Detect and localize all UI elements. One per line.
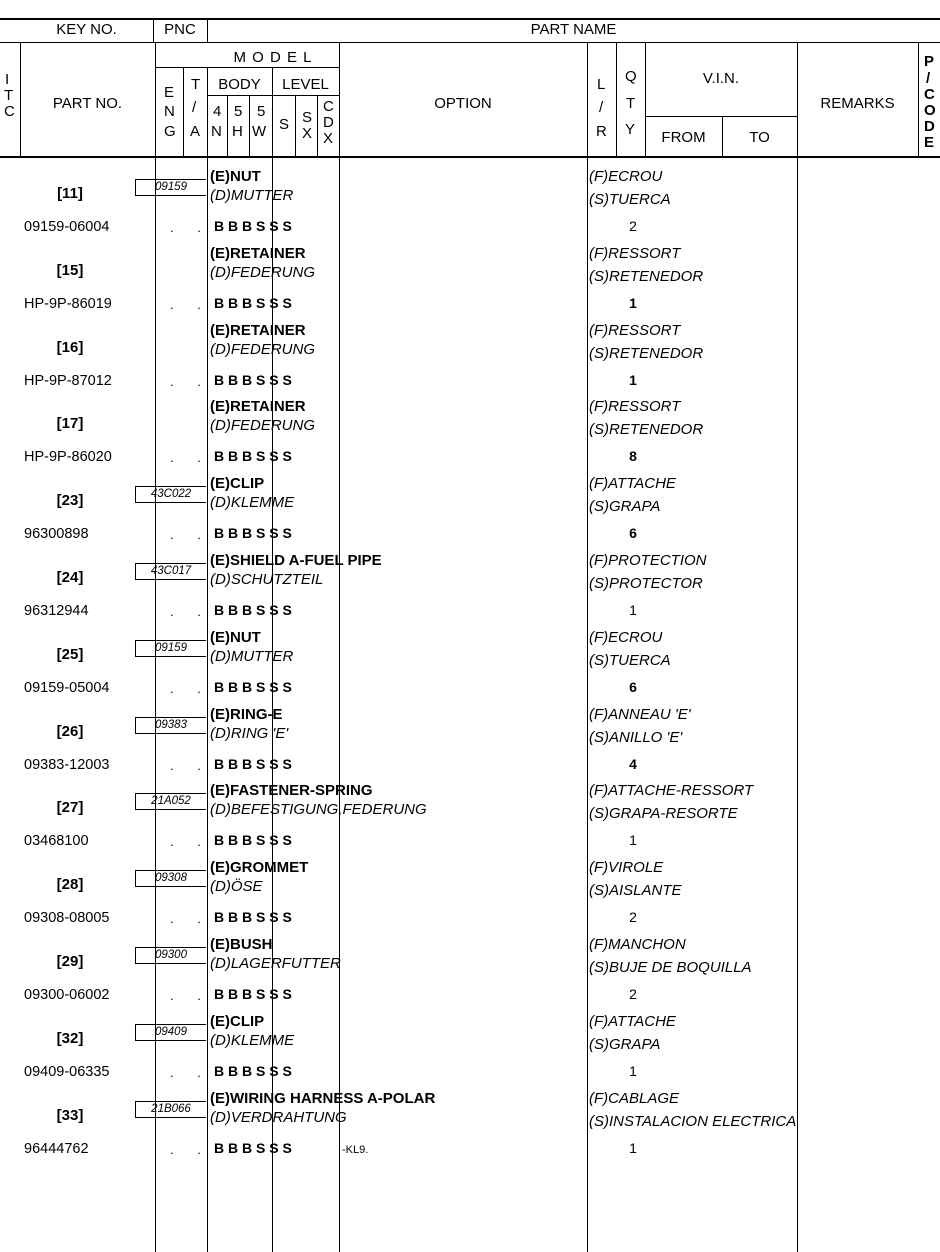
part-name-french: (F)ATTACHE — [589, 1013, 676, 1030]
eng-ta-dots: . . — [170, 1065, 211, 1080]
header-itc-1: I — [5, 71, 10, 88]
key-number: [32] — [56, 1030, 84, 1047]
part-name-french: (F)RESSORT — [589, 245, 681, 262]
quantity: 1 — [629, 602, 637, 618]
header-vin-from: FROM — [661, 129, 706, 146]
part-name-german: (D)RING 'E' — [210, 725, 289, 742]
header-model: M O D E L — [233, 49, 313, 66]
vline-eng — [183, 67, 184, 158]
part-number: 09159-06004 — [24, 219, 110, 235]
model-codes: B B B S S S — [214, 1063, 292, 1079]
pnc-box: 21A052 — [135, 793, 206, 810]
part-name-spanish: (S)INSTALACION ELECTRICA — [589, 1113, 797, 1130]
part-name-english: (E)BUSH — [210, 936, 273, 953]
part-entry — [0, 475, 940, 551]
part-name-german: (D)FEDERUNG — [210, 417, 315, 434]
key-number: [15] — [56, 262, 84, 279]
pnc-box: 09159 — [135, 640, 206, 657]
pnc-box: 43C017 — [135, 563, 206, 580]
key-number: [24] — [56, 569, 84, 586]
header-qty-3: Y — [625, 121, 636, 138]
header-lr-3: R — [596, 123, 607, 140]
pnc-box: 43C022 — [135, 486, 206, 503]
header-lr-2: / — [599, 99, 604, 116]
eng-ta-dots: . . — [170, 604, 211, 619]
pnc-box: 09409 — [135, 1024, 206, 1041]
key-number: [28] — [56, 876, 84, 893]
part-name-german: (D)BEFESTIGUNG,FEDERUNG — [210, 801, 427, 818]
header-vin: V.I.N. — [702, 70, 740, 87]
part-name-french: (F)ATTACHE — [589, 475, 676, 492]
eng-ta-dots: . . — [170, 681, 211, 696]
part-name-french: (F)VIROLE — [589, 859, 664, 876]
header-level-cdx-3: X — [323, 130, 334, 147]
part-name-german: (D)LAGERFUTTER — [210, 955, 341, 972]
vline-lr — [616, 42, 617, 158]
quantity: 6 — [629, 525, 637, 541]
header-pnc: PNC — [164, 21, 196, 38]
header-rule-1 — [0, 42, 940, 43]
part-name-spanish: (S)RETENEDOR — [589, 268, 704, 285]
model-codes: B B B S S S — [214, 218, 292, 234]
part-name-english: (E)RETAINER — [210, 245, 306, 262]
header-level-cdx-2: D — [323, 114, 334, 131]
key-number: [26] — [56, 723, 84, 740]
part-number: 09409-06335 — [24, 1064, 110, 1080]
quantity: 1 — [629, 295, 637, 311]
key-number: [16] — [56, 339, 84, 356]
part-name-french: (F)ANNEAU 'E' — [589, 706, 691, 723]
vin-rule — [645, 116, 797, 117]
header-itc-2: T — [4, 87, 14, 104]
header-eng-3: G — [164, 123, 176, 140]
pnc-box: 09308 — [135, 870, 206, 887]
model-codes: B B B S S S — [214, 909, 292, 925]
part-name-french: (F)ECROU — [589, 629, 663, 646]
model-codes: B B B S S S — [214, 525, 292, 541]
header-ta-3: A — [190, 123, 201, 140]
header-pcode-6: E — [924, 134, 935, 151]
quantity: 1 — [629, 372, 637, 388]
part-number: HP-9P-86019 — [24, 296, 112, 312]
part-name-spanish: (S)TUERCA — [589, 191, 671, 208]
part-entry — [0, 706, 940, 782]
part-entry — [0, 1013, 940, 1089]
part-name-german: (D)KLEMME — [210, 494, 295, 511]
header-pcode-2: / — [926, 70, 931, 87]
part-name-french: (F)ECROU — [589, 168, 663, 185]
header-option: OPTION — [434, 95, 492, 112]
part-name-german: (D)FEDERUNG — [210, 264, 315, 281]
header-part-name: PART NAME — [530, 21, 617, 38]
model-codes: B B B S S S — [214, 832, 292, 848]
header-rule-bottom — [0, 156, 940, 158]
part-name-french: (F)MANCHON — [589, 936, 686, 953]
header-body-n: N — [211, 123, 222, 140]
pnc-box: 09300 — [135, 947, 206, 964]
part-name-english: (E)RETAINER — [210, 398, 306, 415]
quantity: 1 — [629, 832, 637, 848]
option-text: -KL9. — [342, 1144, 369, 1156]
part-number: 96312944 — [24, 603, 89, 619]
header-pcode-3: C — [924, 86, 935, 103]
part-name-english: (E)GROMMET — [210, 859, 309, 876]
part-name-english: (E)FASTENER-SPRING — [210, 782, 373, 799]
quantity: 2 — [629, 909, 637, 925]
pnc-box: 21B066 — [135, 1101, 206, 1118]
header-eng-1: E — [164, 84, 175, 101]
vline-5h — [249, 95, 250, 158]
header-part-no: PART NO. — [52, 95, 123, 112]
key-number: [23] — [56, 492, 84, 509]
part-name-german: (D)VERDRAHTUNG — [210, 1109, 347, 1126]
header-itc-3: C — [4, 103, 15, 120]
header-level-sx-2: X — [302, 125, 313, 142]
part-number: 09300-06002 — [24, 987, 110, 1003]
key-number: [11] — [57, 185, 83, 202]
eng-ta-dots: . . — [170, 1142, 211, 1157]
part-entry — [0, 398, 940, 474]
model-codes: B B B S S S — [214, 756, 292, 772]
eng-ta-dots: . . — [170, 220, 211, 235]
header-ta-2: / — [192, 99, 197, 116]
header-body-h: H — [232, 123, 243, 140]
eng-ta-dots: . . — [170, 450, 211, 465]
quantity: 8 — [629, 448, 637, 464]
quantity: 2 — [629, 218, 637, 234]
part-number: 09308-08005 — [24, 910, 110, 926]
part-entry — [0, 782, 940, 858]
part-number: 96300898 — [24, 526, 89, 542]
part-name-spanish: (S)AISLANTE — [589, 882, 682, 899]
vline-pcode — [918, 42, 919, 158]
header-level: LEVEL — [282, 76, 329, 93]
part-name-spanish: (S)BUJE DE BOQUILLA — [589, 959, 752, 976]
part-name-french: (F)RESSORT — [589, 322, 681, 339]
part-name-french: (F)CABLAGE — [589, 1090, 680, 1107]
part-name-english: (E)SHIELD A-FUEL PIPE — [210, 552, 382, 569]
pnc-box: 09383 — [135, 717, 206, 734]
quantity: 4 — [629, 756, 637, 772]
part-name-spanish: (S)RETENEDOR — [589, 345, 704, 362]
quantity: 1 — [629, 1140, 637, 1156]
key-number: [33] — [56, 1107, 84, 1124]
part-name-german: (D)FEDERUNG — [210, 341, 315, 358]
header-level-cdx-1: C — [323, 98, 334, 115]
header-level-s: S — [279, 116, 290, 133]
quantity: 1 — [629, 1063, 637, 1079]
pnc-box: 09159 — [135, 179, 206, 196]
part-number: HP-9P-86020 — [24, 449, 112, 465]
header-level-sx-1: S — [302, 109, 313, 126]
model-codes: B B B S S S — [214, 372, 292, 388]
part-name-spanish: (S)TUERCA — [589, 652, 671, 669]
part-number: 09159-05004 — [24, 680, 110, 696]
model-codes: B B B S S S — [214, 1140, 292, 1156]
header-body-w: W — [252, 123, 267, 140]
model-codes: B B B S S S — [214, 986, 292, 1002]
key-number: [17] — [56, 415, 84, 432]
part-name-spanish: (S)ANILLO 'E' — [589, 729, 683, 746]
header-body-5h: 5 — [234, 103, 243, 120]
part-entry — [0, 552, 940, 628]
part-name-german: (D)ÖSE — [210, 878, 263, 895]
header-pcode-4: O — [924, 102, 936, 119]
part-number: 03468100 — [24, 833, 89, 849]
part-name-english: (E)CLIP — [210, 475, 265, 492]
vline-4n — [227, 95, 228, 158]
eng-ta-dots: . . — [170, 527, 211, 542]
part-name-spanish: (S)GRAPA — [589, 498, 661, 515]
part-name-english: (E)CLIP — [210, 1013, 265, 1030]
part-entry — [0, 859, 940, 935]
part-name-english: (E)NUT — [210, 629, 261, 646]
part-name-french: (F)ATTACHE-RESSORT — [589, 782, 754, 799]
part-name-french: (F)PROTECTION — [589, 552, 707, 569]
vline-s — [295, 95, 296, 158]
eng-ta-dots: . . — [170, 988, 211, 1003]
header-pcode-5: D — [924, 118, 935, 135]
header-qty-1: Q — [625, 68, 637, 85]
part-name-german: (D)KLEMME — [210, 1032, 295, 1049]
model-codes: B B B S S S — [214, 295, 292, 311]
quantity: 2 — [629, 986, 637, 1002]
quantity: 6 — [629, 679, 637, 695]
part-entry — [0, 322, 940, 398]
eng-ta-dots: . . — [170, 297, 211, 312]
part-name-english: (E)NUT — [210, 168, 261, 185]
header-vin-to: TO — [749, 129, 770, 146]
part-name-english: (E)RETAINER — [210, 322, 306, 339]
part-entry — [0, 245, 940, 321]
header-lr-1: L — [597, 76, 606, 93]
key-number: [29] — [56, 953, 84, 970]
header-body-5w: 5 — [257, 103, 266, 120]
part-number: 96444762 — [24, 1141, 89, 1157]
part-entry — [0, 629, 940, 705]
header-key-no: KEY NO. — [56, 21, 117, 38]
top-rule — [0, 18, 940, 20]
eng-ta-dots: . . — [170, 374, 211, 389]
header-eng-2: N — [164, 103, 175, 120]
part-name-english: (E)RING-E — [210, 706, 283, 723]
vline-sx — [317, 95, 318, 158]
eng-ta-dots: . . — [170, 834, 211, 849]
part-name-german: (D)MUTTER — [210, 648, 294, 665]
key-number: [27] — [56, 799, 84, 816]
part-number: 09383-12003 — [24, 757, 110, 773]
part-entry — [0, 168, 940, 244]
header-qty-2: T — [626, 95, 636, 112]
eng-ta-dots: . . — [170, 911, 211, 926]
model-codes: B B B S S S — [214, 679, 292, 695]
eng-ta-dots: . . — [170, 758, 211, 773]
part-name-english: (E)WIRING HARNESS A-POLAR — [210, 1090, 436, 1107]
header-remarks: REMARKS — [820, 95, 895, 112]
key-number: [25] — [56, 646, 84, 663]
part-name-spanish: (S)PROTECTOR — [589, 575, 703, 592]
part-name-french: (F)RESSORT — [589, 398, 681, 415]
header-ta-1: T — [191, 76, 201, 93]
header-body: BODY — [218, 76, 261, 93]
part-entry — [0, 1090, 940, 1166]
header-pcode-1: P — [924, 53, 935, 70]
model-codes: B B B S S S — [214, 602, 292, 618]
header-body-4: 4 — [213, 103, 222, 120]
part-number: HP-9P-87012 — [24, 373, 112, 389]
part-name-german: (D)SCHUTZTEIL — [210, 571, 324, 588]
model-codes: B B B S S S — [214, 448, 292, 464]
part-entry — [0, 936, 940, 1012]
part-name-german: (D)MUTTER — [210, 187, 294, 204]
part-name-spanish: (S)GRAPA — [589, 1036, 661, 1053]
part-name-spanish: (S)GRAPA-RESORTE — [589, 805, 738, 822]
part-name-spanish: (S)RETENEDOR — [589, 421, 704, 438]
